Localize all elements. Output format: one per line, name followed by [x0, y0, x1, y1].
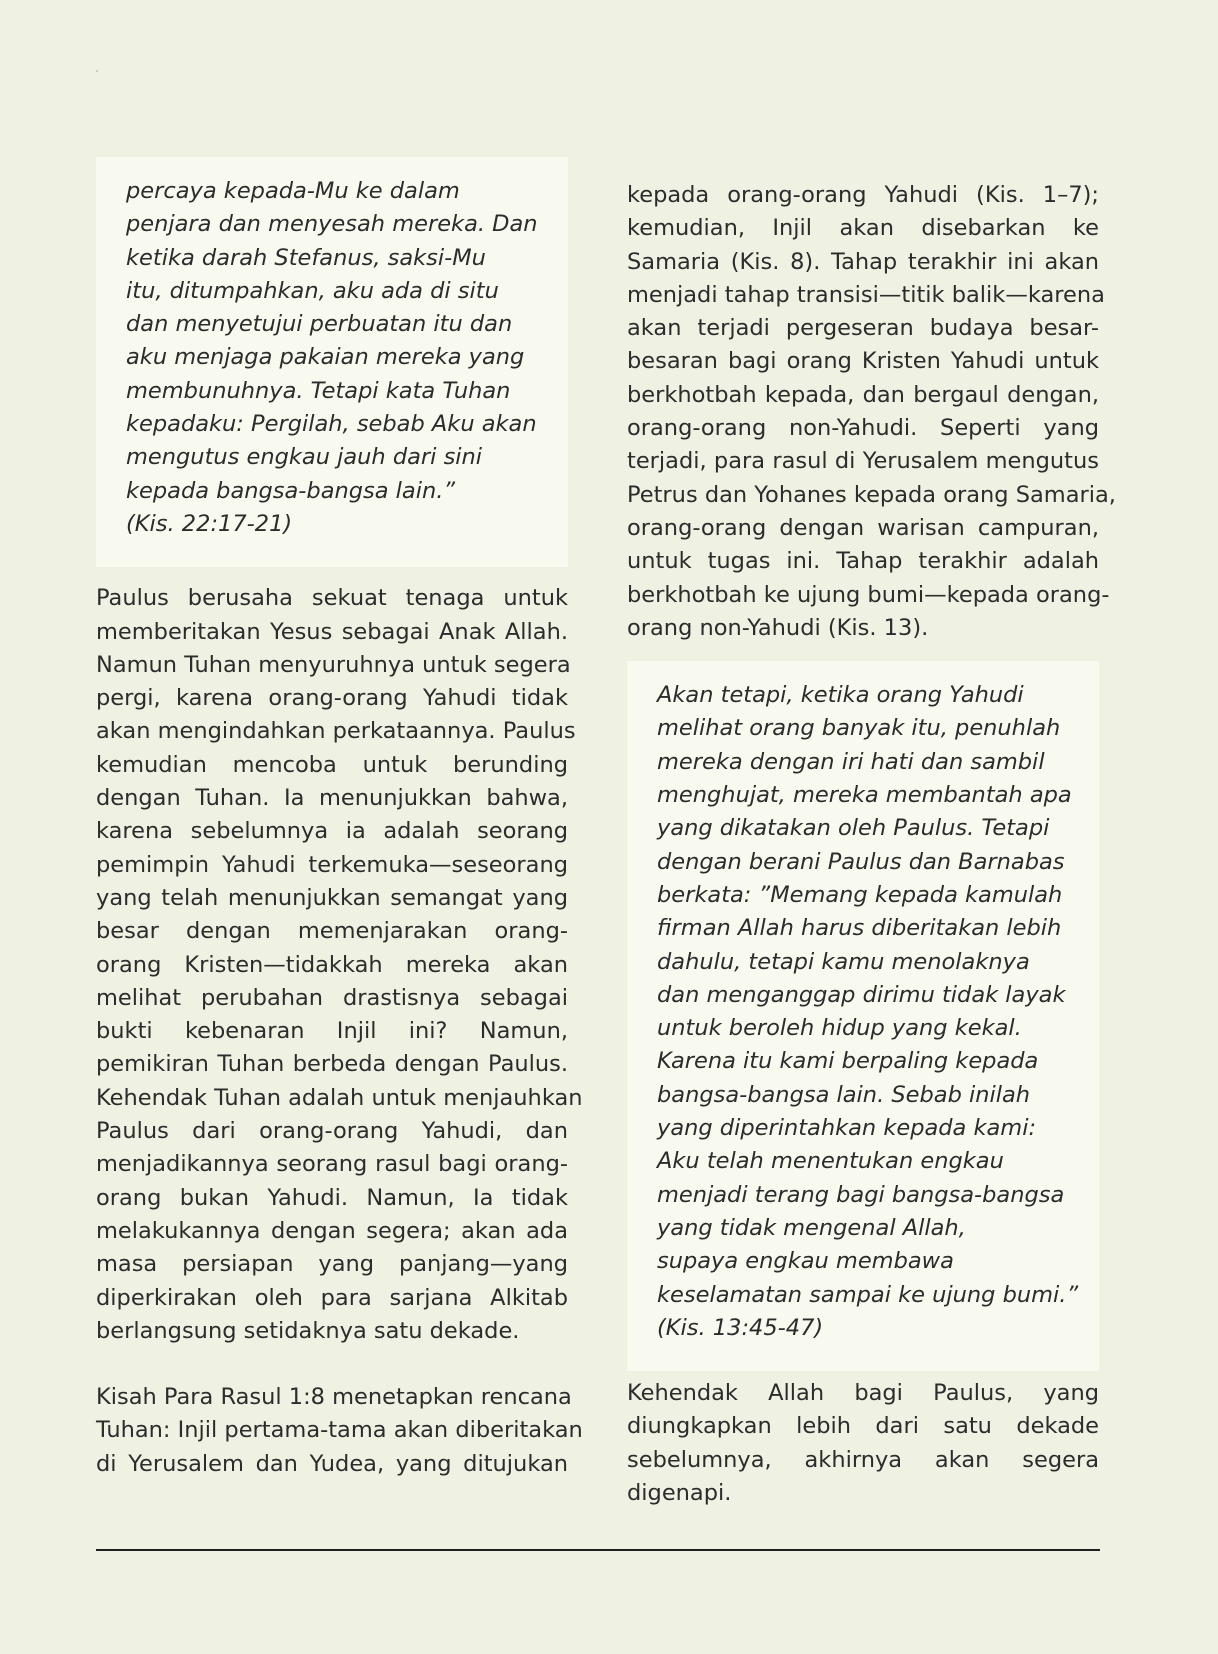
paragraph-line: karena sebelumnya ia adalah seorang — [96, 818, 568, 845]
paragraph-line: orang bukan Yahudi. Namun, Ia tidak — [96, 1184, 568, 1211]
quote-line: kepadaku: Pergilah, sebab Aku akan — [126, 411, 537, 438]
paragraph-line: dengan Tuhan. Ia menunjukkan bahwa, — [96, 785, 568, 812]
left-column — [96, 157, 583, 1481]
paragraph-line: pemimpin Yahudi terkemuka—seseorang — [96, 851, 568, 878]
paragraph-line: diperkirakan oleh para sarjana Alkitab — [96, 1284, 568, 1311]
body-paragraph-left-1 — [96, 582, 583, 1348]
paragraph-line: orang non-Yahudi (Kis. 13). — [627, 614, 929, 641]
quote-line: Akan tetapi, ketika orang Yahudi — [657, 682, 1024, 709]
quote-line: melihat orang banyak itu, penuhlah — [657, 715, 1061, 742]
quote-line: kepada bangsa-bangsa lain.” — [126, 477, 456, 504]
paragraph-line: menjadi tahap transisi—titik balik—karena — [627, 281, 1105, 308]
paragraph-line: besar dengan memenjarakan orang- — [96, 918, 568, 945]
quote-line: percaya kepada-Mu ke dalam — [126, 178, 460, 204]
paragraph-line: pemikiran Tuhan berbeda dengan Paulus. — [96, 1051, 568, 1078]
paragraph-line: kemudian, Injil akan disebarkan ke — [627, 215, 1099, 242]
quote-line: yang tidak mengenal Allah, — [657, 1214, 966, 1241]
quote-line: menghujat, mereka membantah apa — [657, 782, 1072, 809]
quote-line: aku menjaga pakaian mereka yang — [126, 344, 525, 371]
paragraph-line: diungkapkan lebih dari satu dekade — [627, 1413, 1099, 1440]
quote-line: Aku telah menentukan engkau — [657, 1148, 1004, 1175]
paragraph-line: orang-orang non-Yahudi. Seperti yang — [627, 415, 1099, 442]
paragraph-line: di Yerusalem dan Yudea, yang ditujukan — [96, 1450, 568, 1477]
paragraph-line: terjadi, para rasul di Yerusalem mengutus — [627, 448, 1099, 475]
paragraph-line: Kehendak Tuhan adalah untuk menjauhkan — [96, 1084, 583, 1111]
paragraph-line: melihat perubahan drastisnya sebagai — [96, 984, 568, 1011]
quote-line: mereka dengan iri hati dan sambil — [657, 748, 1045, 775]
paragraph-line: kepada orang-orang Yahudi (Kis. 1–7); — [627, 182, 1099, 208]
paragraph-line: Tuhan: Injil pertama-tama akan diberitakan — [96, 1417, 583, 1444]
quote-line: mengutus engkau jauh dari sini — [126, 444, 483, 471]
quote-line: dan menyetujui perbuatan itu dan — [126, 311, 513, 338]
footer-rule — [96, 1549, 1100, 1551]
corner-mark — [96, 70, 98, 72]
quote-line: membunuhnya. Tetapi kata Tuhan — [126, 377, 511, 404]
paragraph-line: yang telah menunjukkan semangat yang — [96, 884, 568, 911]
paragraph-line: untuk tugas ini. Tahap terakhir adalah — [627, 548, 1099, 575]
body-paragraph-right-2 — [627, 1377, 1099, 1510]
paragraph-gap — [96, 1348, 568, 1381]
paragraph-line: berlangsung setidaknya satu dekade. — [96, 1317, 520, 1344]
paragraph-line: Paulus dari orang-orang Yahudi, dan — [96, 1118, 568, 1145]
quote-line: berkata: ”Memang kepada kamulah — [657, 881, 1063, 908]
paragraph-line: akan mengindahkan perkataannya. Paulus — [96, 718, 576, 745]
paragraph-line: memberitakan Yesus sebagai Anak Allah. — [96, 618, 568, 645]
quote-line: menjadi terang bagi bangsa-bangsa — [657, 1181, 1065, 1208]
quote-line: dan menganggap dirimu tidak layak — [657, 981, 1066, 1008]
quote-line: (Kis. 13:45-47) — [657, 1314, 824, 1341]
paragraph-line: akan terjadi pergeseran budaya besar- — [627, 315, 1099, 342]
quote-line: dengan berani Paulus dan Barnabas — [657, 848, 1065, 875]
paragraph-line: besaran bagi orang Kristen Yahudi untuk — [627, 348, 1099, 375]
paragraph-line: melakukannya dengan segera; akan ada — [96, 1217, 568, 1244]
quote-line: penjara dan menyesah mereka. Dan — [126, 211, 538, 238]
quote-line: yang diperintahkan kepada kami: — [657, 1115, 1037, 1142]
body-paragraph-left-2 — [96, 1381, 583, 1481]
scripture-quote-box-left — [96, 157, 568, 567]
quote-line: (Kis. 22:17-21) — [126, 510, 293, 537]
scripture-quote-box-right — [627, 661, 1099, 1371]
quote-line: bangsa-bangsa lain. Sebab inilah — [657, 1081, 1031, 1108]
paragraph-line: bukti kebenaran Injil ini? Namun, — [96, 1018, 568, 1045]
paragraph-line: digenapi. — [627, 1479, 732, 1506]
paragraph-line: kemudian mencoba untuk berunding — [96, 751, 568, 778]
paragraph-line: sebelumnya, akhirnya akan segera — [627, 1446, 1099, 1473]
quote-line: itu, ditumpahkan, aku ada di situ — [126, 277, 499, 304]
paragraph-line: berkhotbah ke ujung bumi—kepada orang- — [627, 581, 1110, 608]
paragraph-line: Samaria (Kis. 8). Tahap terakhir ini akan — [627, 248, 1099, 275]
paragraph-line: orang Kristen—tidakkah mereka akan — [96, 951, 568, 978]
quote-line: keselamatan sampai ke ujung bumi.” — [657, 1281, 1079, 1308]
quote-line: firman Allah harus diberitakan lebih — [657, 915, 1062, 942]
paragraph-line: masa persiapan yang panjang—yang — [96, 1251, 568, 1278]
paragraph-line: berkhotbah kepada, dan bergaul dengan, — [627, 381, 1099, 408]
quote-line: ketika darah Stefanus, saksi-Mu — [126, 244, 486, 271]
quote-line: Karena itu kami berpaling kepada — [657, 1048, 1039, 1075]
body-paragraph-right-1 — [627, 179, 1116, 645]
paragraph-line: Namun Tuhan menyuruhnya untuk segera — [96, 651, 571, 678]
paragraph-line: Kehendak Allah bagi Paulus, yang — [627, 1380, 1099, 1407]
paragraph-line: pergi, karena orang-orang Yahudi tidak — [96, 685, 568, 712]
quote-line: supaya engkau membawa — [657, 1248, 954, 1275]
quote-line: dahulu, tetapi kamu menolaknya — [657, 948, 1030, 975]
quote-line: untuk beroleh hidup yang kekal. — [657, 1015, 1022, 1042]
paragraph-line: Petrus dan Yohanes kepada orang Samaria, — [627, 481, 1116, 508]
quote-line: yang dikatakan oleh Paulus. Tetapi — [657, 815, 1050, 842]
paragraph-line: menjadikannya seorang rasul bagi orang- — [96, 1151, 568, 1178]
paragraph-line: Paulus berusaha sekuat tenaga untuk — [96, 585, 568, 612]
paragraph-line: orang-orang dengan warisan campuran, — [627, 514, 1099, 541]
right-column — [627, 157, 1116, 1510]
paragraph-line: Kisah Para Rasul 1:8 menetapkan rencana — [96, 1384, 572, 1411]
